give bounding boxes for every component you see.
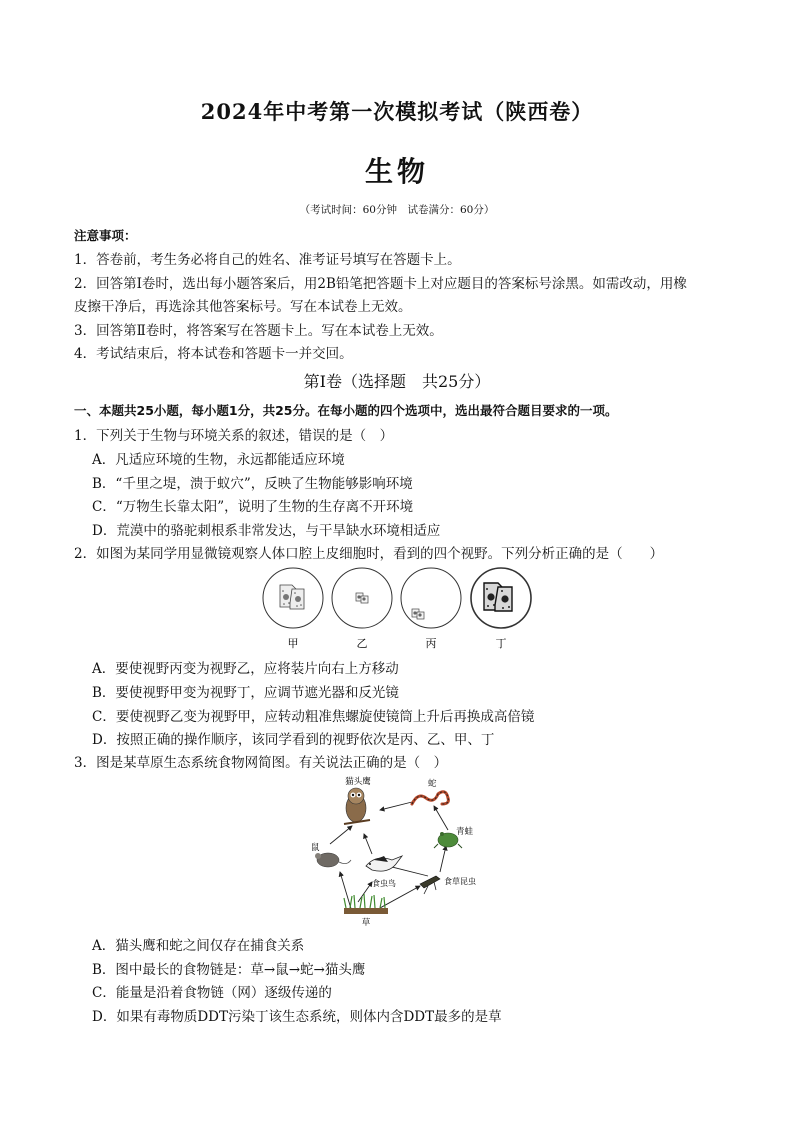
question-3-option-c: C．能量是沿着食物链（网）逐级传递的 <box>92 985 332 1001</box>
view-jia <box>263 568 323 628</box>
question-3-stem: 3．图是某草原生态系统食物网简图。有关说法正确的是（ ） <box>74 755 448 771</box>
question-2-option-d: D．按照正确的操作顺序，该同学看到的视野依次是丙、乙、甲、丁 <box>92 732 495 748</box>
exam-title: 2024年中考第一次模拟考试（陕西卷） <box>200 99 594 124</box>
label-insect: 食草昆虫 <box>444 877 476 886</box>
bird-icon <box>366 856 402 871</box>
subject-title: 生物 <box>364 155 429 188</box>
notes-heading: 注意事项： <box>74 228 137 243</box>
label-owl: 猫头鹰 <box>345 777 371 787</box>
question-3-option-a: A．猫头鹰和蛇之间仅存在捕食关系 <box>92 938 305 954</box>
view-label-bing: 丙 <box>425 637 437 650</box>
snake-icon <box>412 792 448 804</box>
view-label-ding: 丁 <box>495 637 507 650</box>
mouse-icon <box>315 853 351 867</box>
question-2-stem: 2．如图为某同学用显微镜观察人体口腔上皮细胞时，看到的四个视野。下列分析正确的是（ ） <box>74 546 664 562</box>
question-1-option-b: B．“千里之堤，溃于蚁穴”，反映了生物能够影响环境 <box>92 476 413 492</box>
label-grass: 草 <box>361 918 371 928</box>
label-frog: 青蛙 <box>456 827 474 837</box>
view-bing <box>401 568 461 628</box>
grass-icon <box>344 894 388 914</box>
label-mouse: 鼠 <box>311 843 320 853</box>
question-1-option-a: A．凡适应环境的生物，永远都能适应环境 <box>92 452 345 468</box>
label-snake: 蛇 <box>428 779 437 789</box>
note-item: 4．考试结束后，将本试卷和答题卡一并交回。 <box>74 346 353 362</box>
question-1-stem: 1．下列关于生物与环境关系的叙述，错误的是（ ） <box>74 428 394 444</box>
owl-icon <box>344 788 370 824</box>
view-ding <box>471 568 531 628</box>
question-3-option-b: B．图中最长的食物链是：草→鼠→蛇→猫头鹰 <box>92 962 366 978</box>
food-web-arrows <box>330 802 448 912</box>
question-1-option-c: C．“万物生长靠太阳”，说明了生物的生存离不开环境 <box>92 499 414 515</box>
question-3-option-d: D．如果有毒物质DDT污染丁该生态系统，则体内含DDT最多的是草 <box>92 1009 502 1025</box>
question-2-option-a: A．要使视野丙变为视野乙，应将装片向右上方移动 <box>92 661 399 677</box>
question-1-option-d: D．荒漠中的骆驼刺根系非常发达，与干旱缺水环境相适应 <box>92 523 441 539</box>
question-2-option-c: C．要使视野乙变为视野甲，应转动粗准焦螺旋使镜筒上升后再换成高倍镜 <box>92 709 535 725</box>
food-web-figure <box>308 774 492 928</box>
exam-info: （考试时间：60分钟 试卷满分：60分） <box>299 204 495 216</box>
question-2-option-b: B．要使视野甲变为视野丁，应调节遮光器和反光镜 <box>92 685 399 701</box>
microscope-views-figure <box>262 567 532 651</box>
note-item: 皮擦干净后，再选涂其他答案标号。写在本试卷上无效。 <box>74 299 412 315</box>
note-item: 3．回答第Ⅱ卷时，将答案写在答题卡上。写在本试卷上无效。 <box>74 323 443 339</box>
note-item: 2．回答第Ⅰ卷时，选出每小题答案后，用2B铅笔把答题卡上对应题目的答案标号涂黑。如需改动，用橡 <box>74 276 687 292</box>
note-item: 1．答卷前，考生务必将自己的姓名、准考证号填写在答题卡上。 <box>74 252 461 268</box>
view-label-yi: 乙 <box>356 637 368 650</box>
label-bird: 食虫鸟 <box>372 879 396 888</box>
section-title: 第Ⅰ卷（选择题 共25分） <box>303 372 491 391</box>
view-yi <box>332 568 392 628</box>
insect-icon <box>420 876 440 894</box>
section-instruction: 一、本题共25小题，每小题1分，共25分。在每小题的四个选项中，选出最符合题目要求的一项。 <box>74 403 618 418</box>
view-label-jia: 甲 <box>287 637 299 650</box>
